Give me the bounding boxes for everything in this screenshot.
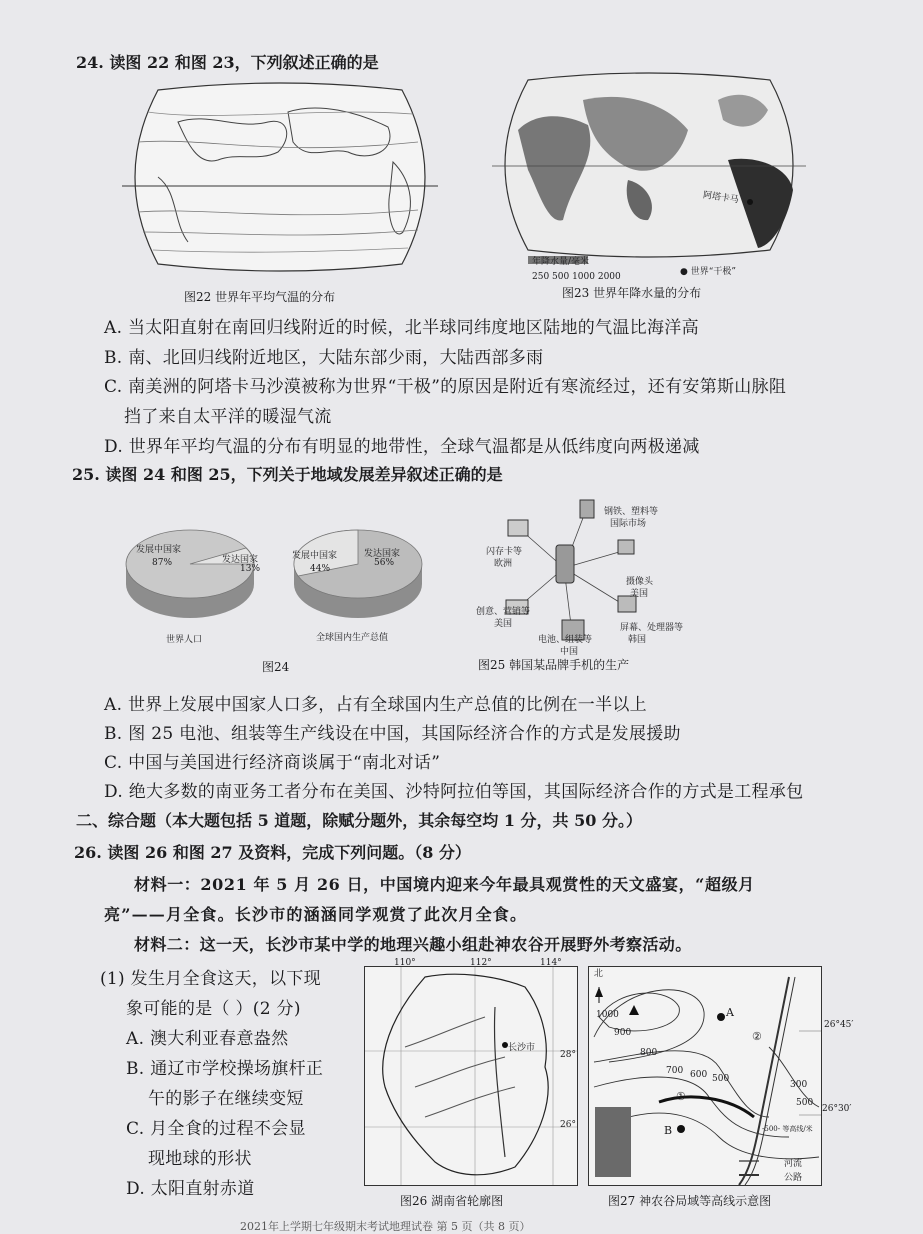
q26-sub1-option-c: C. 月全食的过程不会显 — [126, 1119, 306, 1139]
pie2-developed-label: 发达国家 — [364, 549, 401, 559]
fig25-label-korea: 韩国 — [628, 635, 647, 645]
q24-option-a: A. 当太阳直射在南回归线附近的时候，北半球同纬度地区陆地的气温比海洋高 — [104, 318, 699, 338]
q24-option-d: D. 世界年平均气温的分布有明显的地带性，全球气温都是从低纬度向两极递减 — [104, 437, 700, 457]
q26-material2: 材料二：这一天，长沙市某中学的地理兴趣小组赴神农谷开展野外考察活动。 — [134, 935, 692, 954]
fig27-contour-500b: 500 — [796, 1098, 814, 1108]
q26-sub1-option-a: A. 澳大利亚春意盎然 — [126, 1029, 289, 1049]
fig26-changsha-label: 长沙市 — [508, 1043, 536, 1053]
fig27-north-label: 北 — [594, 969, 604, 979]
fig27-contour-600: 600 — [690, 1070, 708, 1080]
q26-stem: 26. 读图 26 和图 27 及资料，完成下列问题。（8 分） — [74, 843, 471, 862]
q25-option-b: B. 图 25 电池、组装等生产线设在中国，其国际经济合作的方式是发展援助 — [104, 724, 681, 744]
fig23-desert-label: 阿塔卡马 — [702, 190, 740, 206]
fig27-contour-300: 300 — [790, 1080, 808, 1090]
fig25-label-steel: 钢铁、塑料等 — [604, 507, 659, 517]
fig25-label-usa-1: 美国 — [630, 589, 649, 599]
pie-global-gdp — [286, 526, 436, 626]
fig27-lat-2645: 26°45′ — [824, 1020, 854, 1030]
pie2-developed-value: 56% — [374, 558, 395, 568]
pie2-title: 全球国内生产总值 — [316, 633, 389, 643]
fig22-temperature-map — [118, 82, 442, 272]
fig25-label-creative: 创意、营销等 — [476, 607, 531, 617]
fig27-marker-1: ① — [676, 1090, 686, 1103]
q26-sub1-option-b-cont: 午的影子在继续变短 — [148, 1089, 304, 1109]
pie1-developed-label: 发达国家 — [222, 555, 259, 565]
fig26-lon-112: 112° — [470, 958, 492, 968]
q24-option-b: B. 南、北回归线附近地区，大陆东部少雨，大陆西部多雨 — [104, 348, 544, 368]
pie2-developing-value: 44% — [310, 564, 331, 574]
fig25-label-battery: 电池、组装等 — [538, 635, 593, 645]
q25-option-d: D. 绝大多数的南亚务工者分布在美国、沙特阿拉伯等国，其国际经济合作的方式是工程承包 — [104, 782, 804, 802]
fig25-label-intl-market: 国际市场 — [610, 519, 647, 529]
pie1-developing-value: 87% — [152, 558, 173, 568]
fig27-caption: 图27 神农谷局域等高线示意图 — [608, 1194, 772, 1208]
fig25-label-camera: 摄像头 — [626, 577, 654, 587]
fig27-marker-2: ② — [752, 1030, 762, 1043]
fig23-dry-pole-legend: ● 世界“干极” — [680, 267, 736, 277]
q24-stem: 24. 读图 22 和图 23，下列叙述正确的是 — [76, 53, 379, 72]
q26-sub1-option-b: B. 通辽市学校操场旗杆正 — [126, 1059, 324, 1079]
fig25-label-flash: 闪存卡等 — [486, 547, 523, 557]
fig27-contour-800: 800 — [640, 1048, 658, 1058]
q25-option-c: C. 中国与美国进行经济商谈属于“南北对话” — [104, 753, 441, 773]
fig27-legend-contour: -500- 等高线/米 — [762, 1125, 813, 1133]
fig22-caption: 图22 世界年平均气温的分布 — [184, 290, 336, 304]
fig27-legend-road: 公路 — [784, 1173, 803, 1183]
q26-material1-line2: 亮”——月全食。长沙市的涵涵同学观赏了此次月全食。 — [104, 905, 528, 924]
fig25-label-china: 中国 — [560, 647, 579, 657]
q25-option-a: A. 世界上发展中国家人口多，占有全球国内生产总值的比例在一半以上 — [104, 695, 647, 715]
fig25-label-europe: 欧洲 — [494, 559, 513, 569]
q26-sub1-line2: 象可能的是（ ）(2 分) — [126, 999, 301, 1019]
fig27-contour-900: 900 — [614, 1028, 632, 1038]
fig27-lat-2630: 26°30′ — [822, 1104, 852, 1114]
page-footer: 2021年上学期七年级期末考试地理试卷 第 5 页（共 8 页） — [240, 1220, 531, 1233]
q26-sub1-line1: (1) 发生月全食这天，以下现 — [100, 969, 321, 989]
fig23-legend-ticks: 250 500 1000 2000 — [532, 272, 621, 282]
pie-world-population — [120, 526, 270, 626]
q25-stem: 25. 读图 24 和图 25，下列关于地域发展差异叙述正确的是 — [72, 465, 503, 484]
fig23-precipitation-map — [488, 70, 810, 270]
q26-sub1-option-d: D. 太阳直射赤道 — [126, 1179, 255, 1199]
q26-sub1-option-c-cont: 现地球的形状 — [148, 1149, 252, 1169]
fig27-point-b: B — [664, 1124, 673, 1137]
fig23-legend-title: 年降水量/毫米 — [532, 257, 590, 267]
q26-material1-line1: 材料一：2021 年 5 月 26 日，中国境内迎来今年最具观赏性的天文盛宴，“超级月 — [134, 875, 755, 894]
pie1-developed-value: 13% — [240, 564, 261, 574]
fig27-legend-river: 河流 — [784, 1159, 803, 1169]
fig26-hunan-map — [364, 966, 578, 1186]
fig27-contour-1000: 1000 — [596, 1010, 619, 1020]
pie1-developing-label: 发展中国家 — [136, 545, 182, 555]
fig26-lon-114: 114° — [540, 958, 562, 968]
pie1-title: 世界人口 — [166, 635, 203, 645]
fig26-caption: 图26 湖南省轮廓图 — [400, 1194, 504, 1208]
fig25-caption: 图25 韩国某品牌手机的生产 — [478, 658, 630, 672]
fig26-lat-28: 28° — [560, 1050, 576, 1060]
fig26-lat-26: 26° — [560, 1120, 576, 1130]
q24-option-c: C. 南美洲的阿塔卡马沙漠被称为世界“干极”的原因是附近有寒流经过，还有安第斯山脉阻 — [104, 377, 787, 397]
q24-option-c-cont: 挡了来自太平洋的暖湿气流 — [124, 407, 332, 427]
fig25-label-screen: 屏幕、处理器等 — [620, 623, 684, 633]
fig26-lon-110: 110° — [394, 958, 416, 968]
fig23-caption: 图23 世界年降水量的分布 — [562, 286, 702, 300]
fig27-contour-500: 500 — [712, 1074, 730, 1084]
pie2-developing-label: 发展中国家 — [292, 551, 338, 561]
section-2-heading: 二、综合题（本大题包括 5 道题，除赋分题外，其余每空均 1 分，共 50 分。） — [76, 811, 642, 830]
fig24-caption: 图24 — [262, 660, 290, 674]
fig27-point-a: A — [726, 1006, 734, 1019]
fig27-contour-700: 700 — [666, 1066, 684, 1076]
fig25-label-usa-2: 美国 — [494, 619, 513, 629]
